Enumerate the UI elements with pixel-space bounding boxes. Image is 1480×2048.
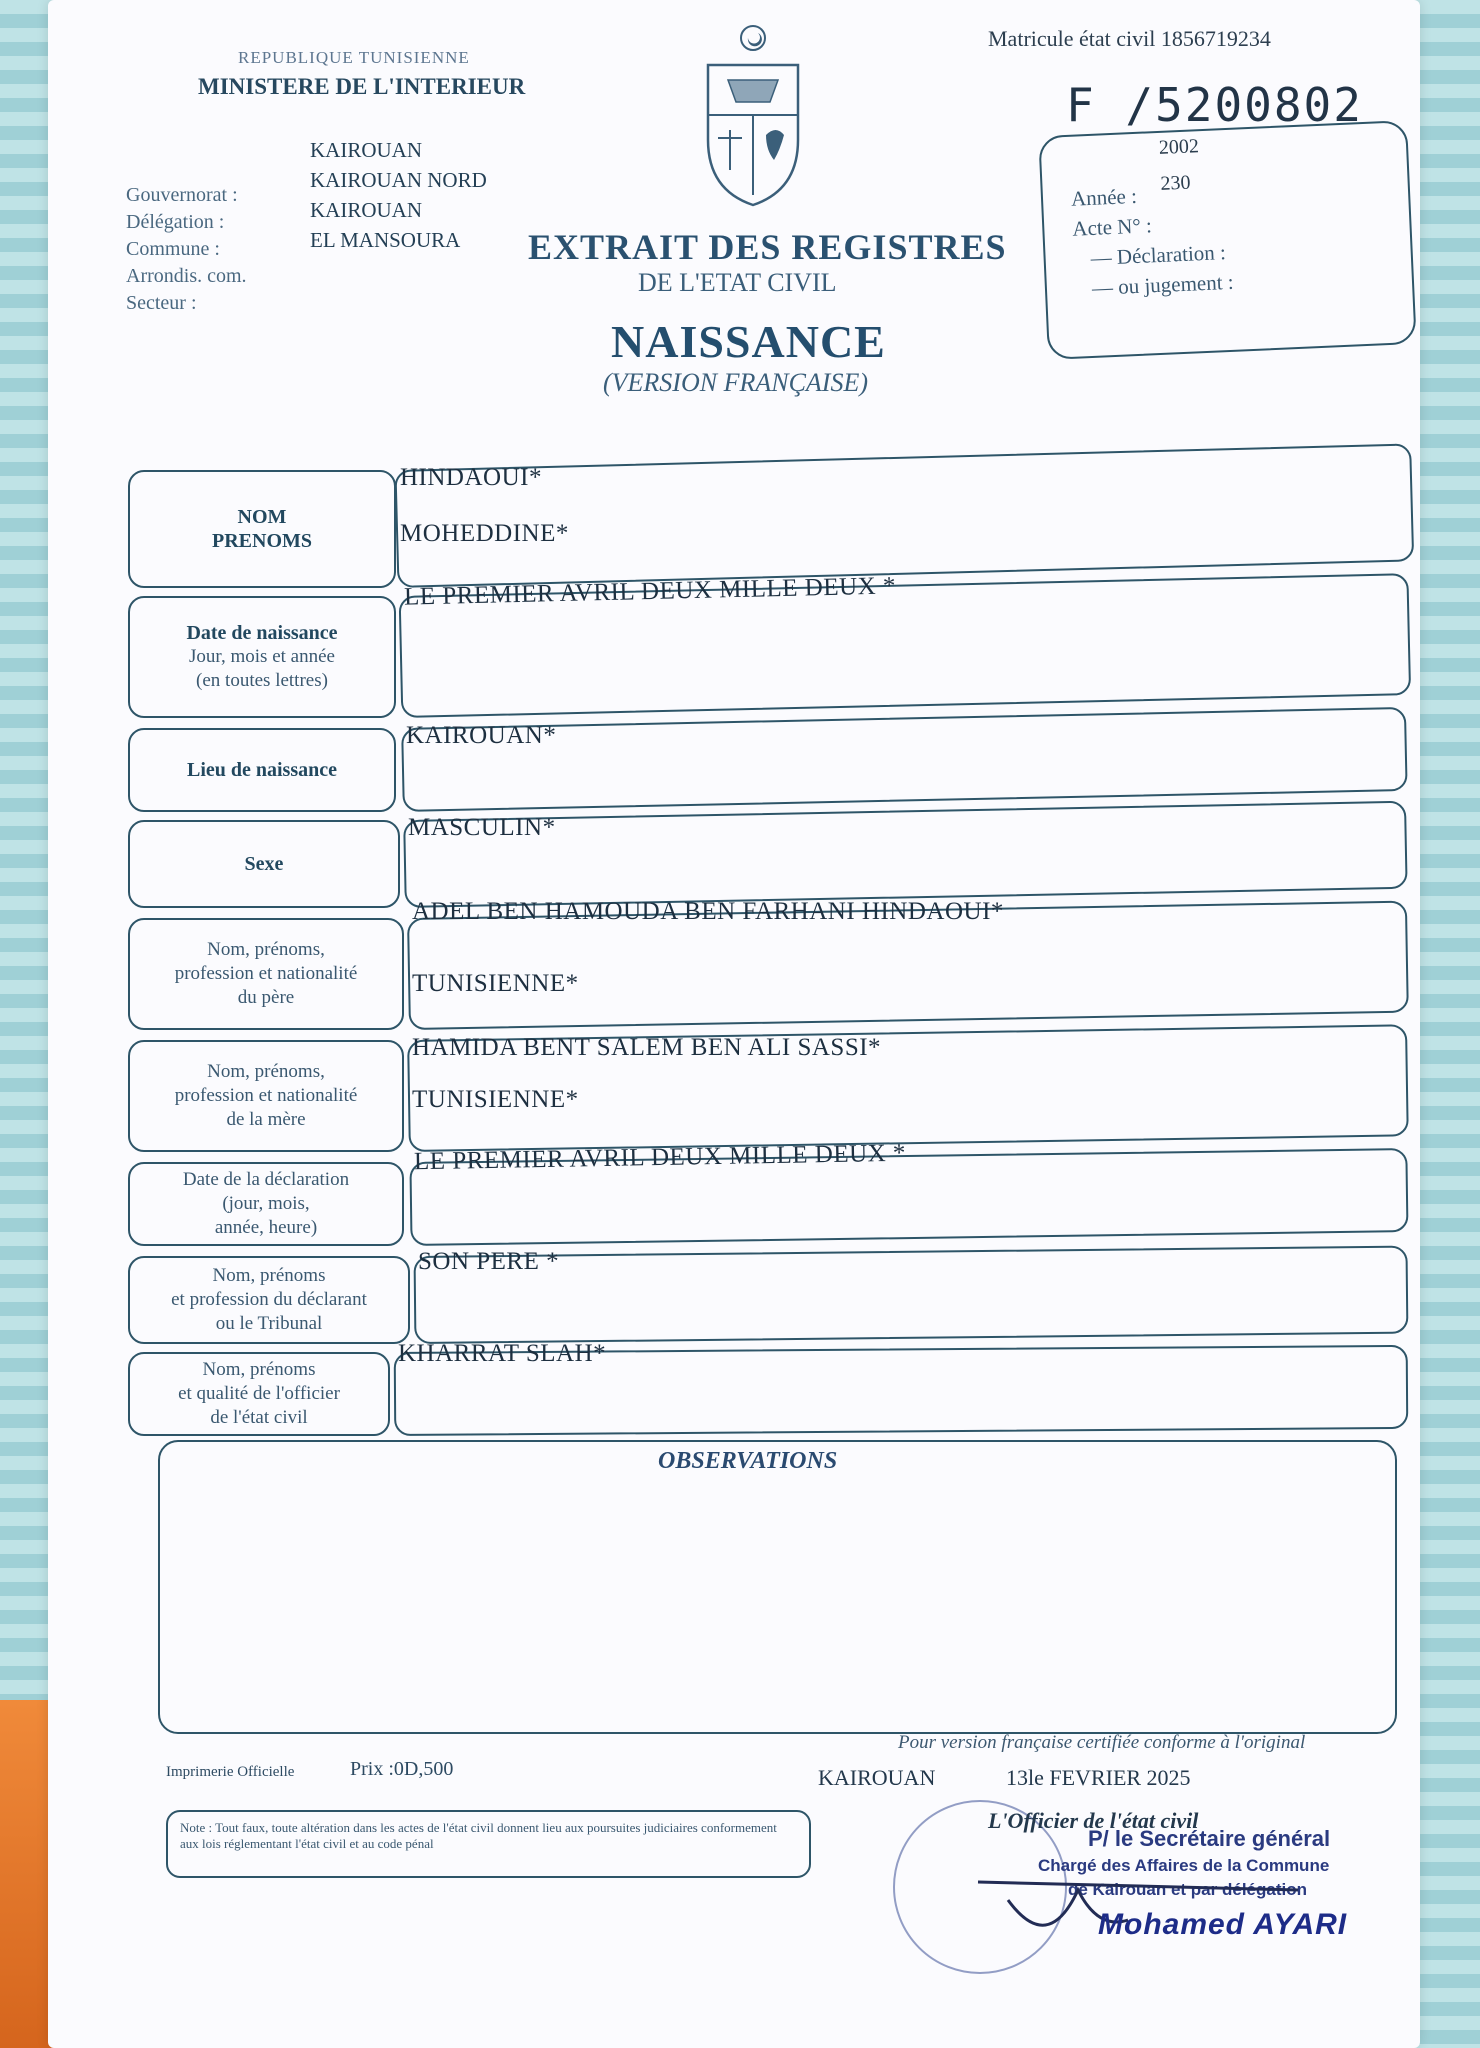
annee-value: 2002 xyxy=(1158,135,1200,159)
declarant-label-box xyxy=(128,1256,410,1344)
mere-label-box xyxy=(128,1040,404,1152)
lieu-label: Lieu de naissance xyxy=(186,759,338,781)
arrondissement-value: EL MANSOURA xyxy=(310,228,461,252)
declaration-label-box xyxy=(128,1162,404,1246)
officer-title: L'Officier de l'état civil xyxy=(988,1808,1199,1833)
declaration-value: LE PREMIER AVRIL DEUX MILLE DEUX * xyxy=(413,1139,907,1176)
nom-prenoms-value-box xyxy=(394,443,1414,588)
legal-note: Note : Tout faux, toute altération dans les actes de l'état civil donnent lieu aux poursuites judiciaires conformement aux lois réglementant l'état civil et au code pénal xyxy=(166,1810,811,1878)
commune-label: Commune : xyxy=(126,238,220,260)
decl-label-1: Date de la déclaration xyxy=(182,1169,350,1190)
officier-value: KHARRAT SLAH* xyxy=(398,1340,607,1367)
declarant-value-box xyxy=(414,1246,1409,1344)
arrondissement-label: Arrondis. com. xyxy=(126,265,247,287)
row-date-declaration xyxy=(128,1139,1413,1246)
observations-title: OBSERVATIONS xyxy=(658,1448,838,1474)
delegation-label: Délégation : xyxy=(126,211,225,233)
matricule-number: Matricule état civil 1856719234 xyxy=(988,26,1271,51)
acte-box xyxy=(1038,120,1416,360)
officier-label-1: Nom, prénoms xyxy=(202,1359,316,1380)
acte-number-value: 230 xyxy=(1160,171,1191,195)
prenoms-label: PRENOMS xyxy=(212,530,312,552)
row-mere xyxy=(128,1034,1413,1152)
gouvernorat-label: Gouvernorat : xyxy=(126,184,238,206)
document-version: (VERSION FRANÇAISE) xyxy=(603,368,868,397)
observations-box xyxy=(158,1440,1397,1734)
document-subtitle: DE L'ETAT CIVIL xyxy=(638,268,837,297)
officier-label-box xyxy=(128,1352,390,1436)
commune-value: KAIROUAN xyxy=(310,198,422,222)
row-pere xyxy=(128,898,1413,1030)
price-label: Prix :0D,500 xyxy=(350,1758,454,1780)
mere-label-2: profession et nationalité xyxy=(174,1085,358,1106)
right-paper-edge xyxy=(1410,0,1480,2048)
stamp-charge-line: Chargé des Affaires de la Commune xyxy=(1038,1856,1330,1875)
dob-label: Date de naissance xyxy=(186,622,338,644)
decl-label-2: (jour, mois, xyxy=(222,1193,310,1214)
lieu-value: KAIROUAN* xyxy=(406,722,557,749)
row-officier xyxy=(128,1340,1413,1436)
officier-label-3: de l'état civil xyxy=(210,1407,308,1428)
pere-label-3: du père xyxy=(237,987,295,1008)
imprimerie-label: Imprimerie Officielle xyxy=(166,1764,295,1780)
acte-number-label: Acte N° : xyxy=(1071,213,1153,241)
stamp-delegation-line: de Kairouan et par délégation xyxy=(1068,1880,1307,1899)
lieu-label-box xyxy=(128,728,396,812)
declarant-label-2: et profession du déclarant xyxy=(171,1289,367,1310)
pere-label-box xyxy=(128,918,404,1030)
date-naissance-label-box xyxy=(128,596,396,718)
pere-value-name: ADEL BEN HAMOUDA BEN FARHANI HINDAOUI* xyxy=(412,898,1004,925)
document-type: NAISSANCE xyxy=(611,316,886,367)
row-sexe xyxy=(128,814,1413,908)
document-sheet xyxy=(48,0,1420,2048)
location-labels xyxy=(126,182,247,317)
delegation-value: KAIROUAN NORD xyxy=(310,168,487,192)
issue-place: KAIROUAN xyxy=(818,1765,936,1790)
declarant-label-3: ou le Tribunal xyxy=(215,1313,323,1334)
mere-value-nationality: TUNISIENNE* xyxy=(412,1086,579,1113)
document-title: EXTRAIT DES REGISTRES xyxy=(528,227,1007,267)
pere-label-2: profession et nationalité xyxy=(174,963,358,984)
row-nom-prenoms xyxy=(128,464,1413,588)
dob-sublabel-1: Jour, mois et année xyxy=(189,646,335,667)
secteur-label: Secteur : xyxy=(126,292,197,314)
stamp-secretary: P/ le Secrétaire général xyxy=(1088,1826,1331,1851)
sexe-label: Sexe xyxy=(244,853,284,875)
jugement-label: — ou jugement : xyxy=(1091,269,1235,300)
decl-label-3: année, heure) xyxy=(214,1217,318,1238)
row-declarant xyxy=(128,1248,1413,1344)
dob-value: LE PREMIER AVRIL DEUX MILLE DEUX * xyxy=(403,572,897,611)
prenoms-value: MOHEDDINE* xyxy=(400,520,569,547)
gouvernorat-value: KAIROUAN xyxy=(310,138,422,162)
mere-label-3: de la mère xyxy=(226,1109,306,1130)
signatory-name: Mohamed AYARI xyxy=(1098,1908,1348,1941)
mere-label-1: Nom, prénoms, xyxy=(207,1061,325,1082)
nom-value: HINDAOUI* xyxy=(400,464,542,491)
ministry-label: MINISTERE DE L'INTERIEUR xyxy=(198,74,526,99)
declaration-label: — Déclaration : xyxy=(1090,240,1227,270)
certification-text: Pour version française certifiée conforme à l'original xyxy=(898,1732,1306,1753)
coat-of-arms-emblem xyxy=(698,20,808,210)
pere-label-1: Nom, prénoms, xyxy=(207,939,325,960)
issue-date: 13le FEVRIER 2025 xyxy=(1006,1765,1191,1790)
nom-label: NOM xyxy=(237,506,287,528)
officier-label-2: et qualité de l'officier xyxy=(178,1383,340,1404)
declarant-value: SON PERE * xyxy=(418,1248,560,1275)
location-values xyxy=(310,135,487,255)
nom-prenoms-label-box xyxy=(128,470,396,588)
annee-label: Année : xyxy=(1070,183,1138,211)
mere-value-name: HAMIDA BENT SALEM BEN ALI SASSI* xyxy=(412,1034,882,1061)
declarant-label-1: Nom, prénoms xyxy=(212,1265,326,1286)
sexe-value: MASCULIN* xyxy=(408,814,556,841)
row-lieu-naissance xyxy=(128,722,1413,812)
dob-sublabel-2: (en toutes lettres) xyxy=(196,670,328,691)
sexe-label-box xyxy=(128,820,400,908)
pere-value-nationality: TUNISIENNE* xyxy=(412,970,579,997)
serial-number: F /5200802 xyxy=(1066,78,1363,132)
row-date-naissance xyxy=(128,572,1413,718)
republic-label: REPUBLIQUE TUNISIENNE xyxy=(238,48,470,67)
